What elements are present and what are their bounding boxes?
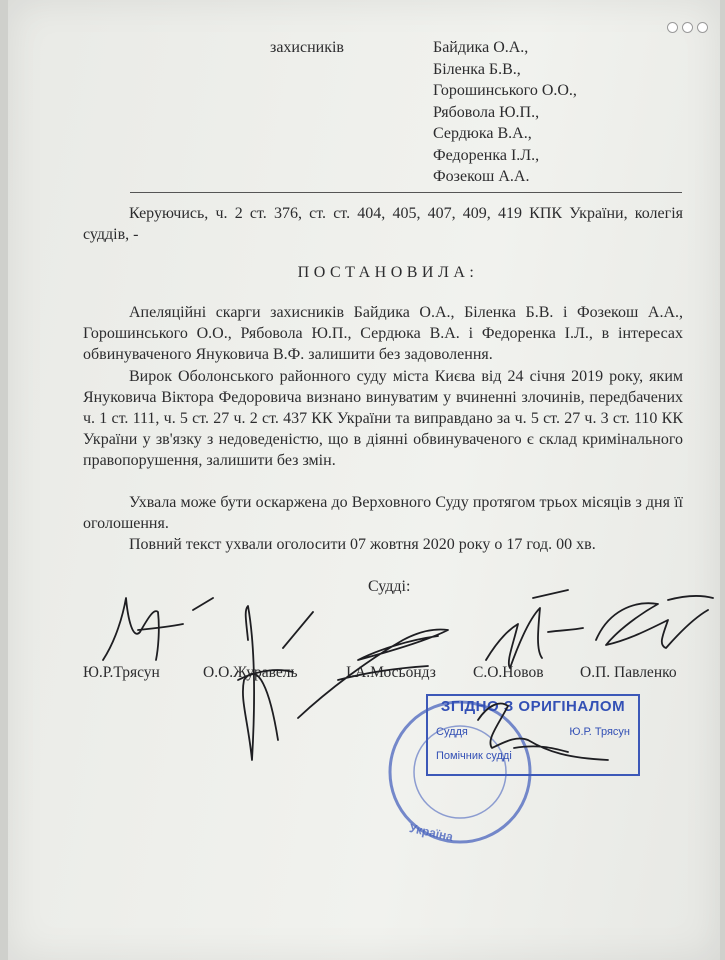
judge-name: Ю.Р.Трясун [83, 664, 160, 681]
defenders-label: захисників [270, 39, 344, 56]
paragraph-appeal-right: Ухвала може бути оскаржена до Верховного Суду протягом трьох місяців з дня її оголошення. [83, 494, 683, 532]
judge-name: С.О.Новов [473, 664, 544, 681]
judge-name: І.А.Мосьондз [346, 664, 436, 681]
stamp-judge-value: Ю.Р. Трясун [569, 726, 630, 738]
paragraph-verdict: Вирок Оболонського районного суду міста Києва від 24 січня 2019 року, яким Януковича Віктора Федоровича визнано винуватим у вчиненні злочинів, передбачених ч. 1 ст. 111, ч. 5 ст. 27 ч. 2 ст. 437 КК України та виправдано за ч. 5 ст. 27 ч. 3 ст. 110 КК України у зв'язку з недоведеністю, що в діянні обвинуваченого є склад кримінального правопорушення, залишити без змін. [83, 368, 683, 469]
signature-pavlenko-icon [596, 596, 713, 648]
document-page [8, 0, 720, 960]
signature-mosondz-icon [298, 629, 448, 718]
signature-zhuravel-icon [238, 606, 313, 760]
defender-name: Сердюка В.А., [433, 125, 532, 142]
signature-novov-icon [486, 590, 583, 668]
svg-text:Україна: Україна [408, 821, 455, 844]
judge-name: О.О.Журавель [203, 664, 298, 681]
defender-name: Біленка Б.В., [433, 60, 521, 78]
ruling-title: ПОСТАНОВИЛА: [297, 264, 479, 281]
paragraph-appeals: Апеляційні скарги захисників Байдика О.А., Біленка Б.В. і Фозекош А.А., Горошинського О.О., Рябовола Ю.П., Сердюка В.А. і Федоренка І.Л., в інтересах обвинуваченого Януковича В.Ф. залишити без задоволення. [83, 304, 683, 363]
paragraph-full-text: Повний текст ухвали оголосити 07 жовтня 2020 року о 17 год. 00 хв. [129, 536, 596, 553]
stamp-heading: ЗГІДНО З ОРИГІНАЛОМ [440, 698, 626, 715]
defender-name: Байдика О.А., [433, 39, 529, 56]
stamp-judge-label: Суддя [436, 726, 468, 738]
signatures [8, 0, 720, 960]
signature-trysun-icon [103, 598, 213, 660]
paragraph-basis: Керуючись, ч. 2 ст. 376, ст. ст. 404, 405, 407, 409, 419 КПК України, колегія суддів, - [83, 205, 683, 243]
defender-name: Фозекош А.А. [433, 168, 530, 185]
stamp-assistant-label: Помічник судді [436, 750, 512, 762]
signature-stamp-icon [478, 704, 608, 760]
defender-name: Горошинського О.О., [433, 82, 577, 99]
defender-name: Федоренка І.Л., [433, 146, 540, 164]
judge-name: О.П. Павленко [580, 664, 677, 681]
defender-name: Рябовола Ю.П., [433, 103, 540, 121]
judges-label: Судді: [368, 578, 411, 595]
